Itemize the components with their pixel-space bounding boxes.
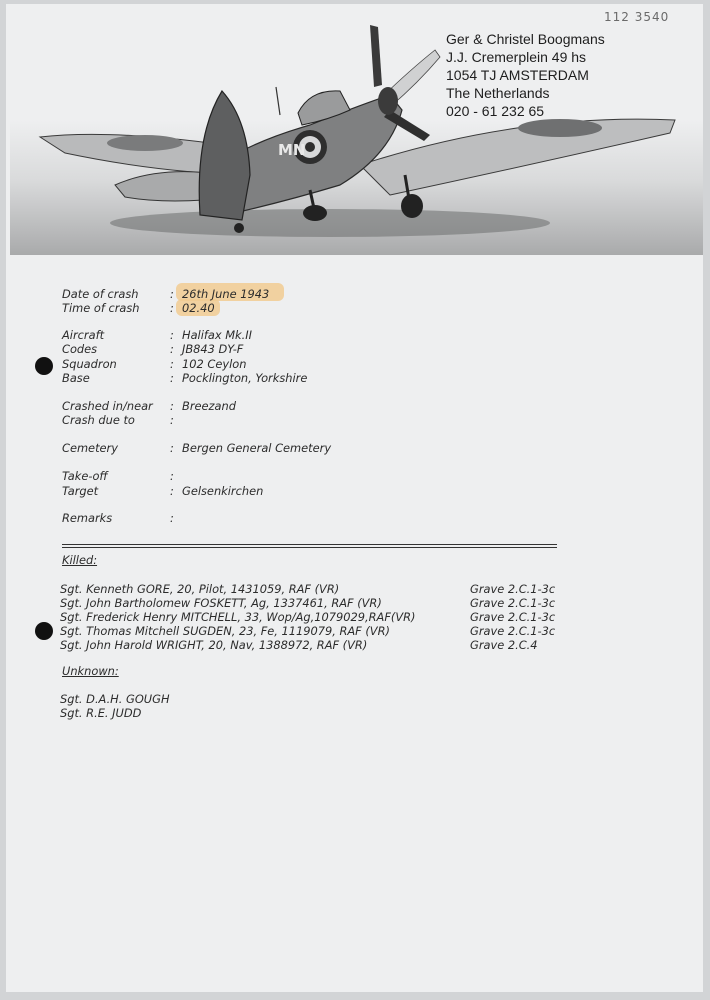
killed-heading: Killed:: [62, 553, 98, 567]
label-date-of-crash: Date of crash: [62, 287, 139, 301]
letterhead-street: J.J. Cremerplein 49 hs: [446, 49, 587, 65]
value-cemetery: Bergen General Cemetery: [182, 441, 332, 455]
killed-entry: Sgt. John Harold WRIGHT, 20, Nav, 1388972, RAF (VR): [60, 638, 368, 652]
letterhead-names: Ger & Christel Boogmans: [446, 31, 605, 47]
radio-antenna: [276, 87, 280, 115]
label-crash-due-to: Crash due to: [62, 413, 135, 427]
label-take-off: Take-off: [62, 469, 108, 483]
killed-entry: Sgt. Frederick Henry MITCHELL, 33, Wop/Ag,1079029,RAF(VR): [60, 610, 416, 624]
punch-hole-upper: [35, 357, 53, 375]
label-remarks: Remarks: [62, 511, 113, 525]
value-crashed-in-near: Breezand: [182, 399, 236, 413]
right-wing-roundel: [518, 119, 602, 137]
label-target: Target: [62, 484, 99, 498]
fuselage-roundel-center: [305, 142, 315, 152]
left-wing-roundel: [107, 135, 183, 151]
grave-location: Grave 2.C.1-3c: [470, 596, 556, 610]
tail-fin: [199, 91, 250, 220]
propeller-spinner: [378, 87, 398, 115]
value-target: Gelsenkirchen: [182, 484, 264, 498]
colon: :: [170, 371, 174, 385]
letterhead-country: The Netherlands: [446, 85, 550, 101]
value-squadron: 102 Ceylon: [182, 357, 247, 371]
label-cemetery: Cemetery: [62, 441, 118, 455]
unknown-heading: Unknown:: [62, 664, 119, 678]
grave-location: Grave 2.C.4: [470, 638, 538, 652]
label-codes: Codes: [62, 342, 98, 356]
grave-location: Grave 2.C.1-3c: [470, 610, 556, 624]
value-date-of-crash: 26th June 1943: [182, 287, 270, 301]
colon: :: [170, 342, 174, 356]
killed-entry: Sgt. Kenneth GORE, 20, Pilot, 1431059, RAF (VR): [60, 582, 340, 596]
colon: :: [170, 469, 174, 483]
value-aircraft: Halifax Mk.II: [182, 328, 252, 342]
letterhead-address: [446, 30, 605, 120]
killed-entry: Sgt. John Bartholomew FOSKETT, Ag, 1337461, RAF (VR): [60, 596, 382, 610]
letterhead-city: 1054 TJ AMSTERDAM: [446, 67, 589, 83]
colon: :: [170, 328, 174, 342]
colon: :: [170, 413, 174, 427]
right-wheel: [401, 194, 423, 218]
label-time-of-crash: Time of crash: [62, 301, 140, 315]
left-wheel: [303, 205, 327, 221]
letterhead-phone: 020 - 61 232 65: [446, 103, 545, 119]
colon: :: [170, 484, 174, 498]
divider-line-bottom: [62, 547, 557, 548]
unknown-entry: Sgt. D.A.H. GOUGH: [60, 692, 170, 706]
grave-location: Grave 2.C.1-3c: [470, 582, 556, 596]
colon: :: [170, 287, 174, 301]
label-squadron: Squadron: [62, 357, 117, 371]
label-crashed-in-near: Crashed in/near: [62, 399, 153, 413]
aircraft-shadow: [110, 209, 550, 237]
roundel-letters: MN: [278, 141, 306, 159]
value-codes: JB843 DY-F: [182, 342, 244, 356]
label-aircraft: Aircraft: [62, 328, 105, 342]
grave-location: Grave 2.C.1-3c: [470, 624, 556, 638]
colon: :: [170, 511, 174, 525]
reference-number: 112 3540: [604, 10, 670, 24]
label-base: Base: [62, 371, 90, 385]
colon: :: [170, 441, 174, 455]
propeller-blade-top: [370, 25, 382, 87]
killed-entry: Sgt. Thomas Mitchell SUGDEN, 23, Fe, 1119079, RAF (VR): [60, 624, 390, 638]
value-time-of-crash: 02.40: [182, 301, 215, 315]
colon: :: [170, 357, 174, 371]
punch-hole-lower: [35, 622, 53, 640]
divider-line-top: [62, 544, 557, 545]
tail-wheel: [234, 223, 244, 233]
value-base: Pocklington, Yorkshire: [182, 371, 308, 385]
colon: :: [170, 301, 174, 315]
unknown-entry: Sgt. R.E. JUDD: [60, 706, 142, 720]
colon: :: [170, 399, 174, 413]
